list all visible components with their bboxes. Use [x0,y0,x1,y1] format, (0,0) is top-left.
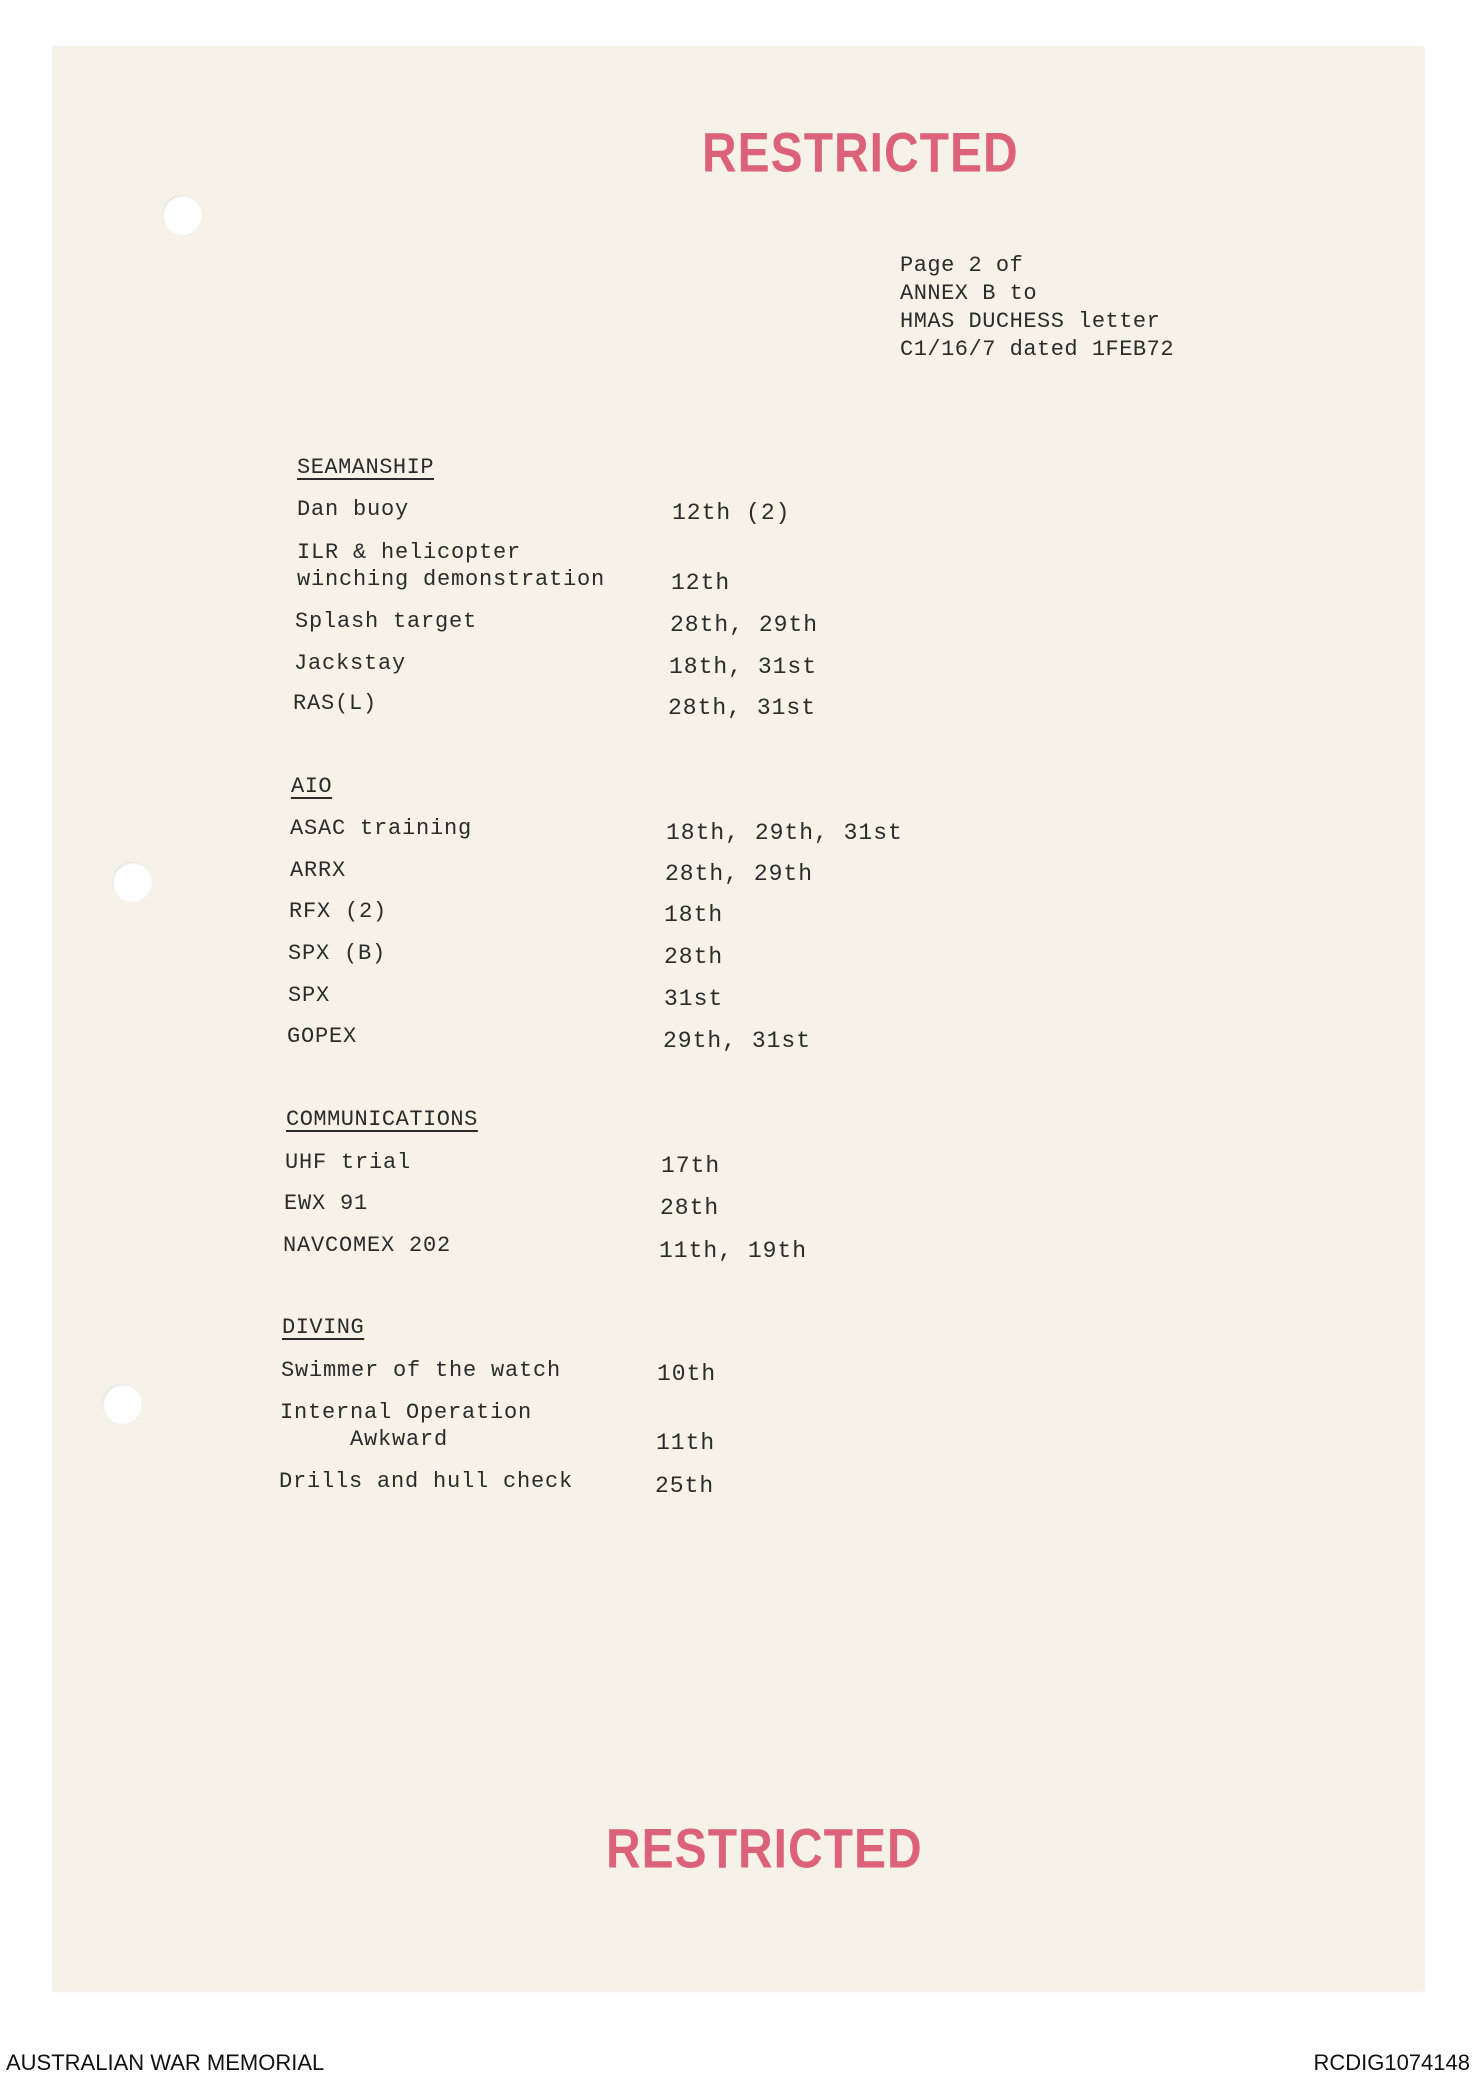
punch-hole-middle [112,862,152,902]
item-label: RAS(L) [293,691,378,716]
section-heading-diving: DIVING [282,1315,365,1340]
item-label: GOPEX [287,1024,358,1049]
footer-archive-name: AUSTRALIAN WAR MEMORIAL [6,2050,325,2075]
item-dates: 28th [660,1195,720,1221]
item-dates: 12th [671,570,731,596]
reference-line-3: HMAS DUCHESS letter [900,309,1161,334]
item-label: UHF trial [285,1150,412,1175]
item-dates: 10th [657,1361,717,1387]
item-label: ASAC training [290,816,473,841]
item-dates: 18th, 29th, 31st [666,820,903,846]
item-dates: 12th (2) [672,500,791,526]
item-label: SPX (B) [288,941,387,966]
item-label: ILR & helicopter winching demonstration [297,540,606,592]
item-dates: 29th, 31st [663,1028,812,1054]
item-dates: 25th [655,1473,715,1499]
item-label: Splash target [295,609,478,634]
item-label: Dan buoy [297,497,410,522]
item-dates: 31st [664,986,724,1012]
item-label: Drills and hull check [279,1469,574,1494]
punch-hole-top [162,195,202,235]
item-dates: 28th [664,944,724,970]
item-dates: 28th, 29th [670,612,819,638]
section-heading-aio: AIO [291,774,333,799]
section-heading-communications: COMMUNICATIONS [286,1107,478,1132]
reference-block [900,252,1174,364]
footer-record-id: RCDIG1074148 [1313,2050,1470,2075]
item-label: ARRX [290,858,347,883]
document-page [53,47,1424,1991]
reference-line-1: Page 2 of [900,253,1024,278]
item-label: Jackstay [294,651,407,676]
item-dates: 28th, 29th [665,861,814,887]
item-label: Internal Operation Awkward [280,1400,533,1452]
section-heading-seamanship: SEAMANSHIP [297,455,435,480]
item-dates: 17th [661,1153,721,1179]
restricted-stamp-top: RESTRICTED [702,123,1019,185]
punch-hole-bottom [102,1384,142,1424]
item-label: NAVCOMEX 202 [283,1233,452,1258]
item-label: EWX 91 [284,1191,369,1216]
item-dates: 28th, 31st [668,695,817,721]
item-dates: 18th [664,902,724,928]
item-dates: 11th, 19th [659,1238,808,1264]
item-dates: 18th, 31st [669,654,818,680]
item-label: RFX (2) [289,899,388,924]
item-label: SPX [288,983,331,1008]
restricted-stamp-bottom: RESTRICTED [606,1819,923,1881]
item-label: Swimmer of the watch [281,1358,562,1383]
item-dates: 11th [656,1430,716,1456]
reference-line-2: ANNEX B to [900,281,1038,306]
reference-line-4: C1/16/7 dated 1FEB72 [900,337,1175,362]
